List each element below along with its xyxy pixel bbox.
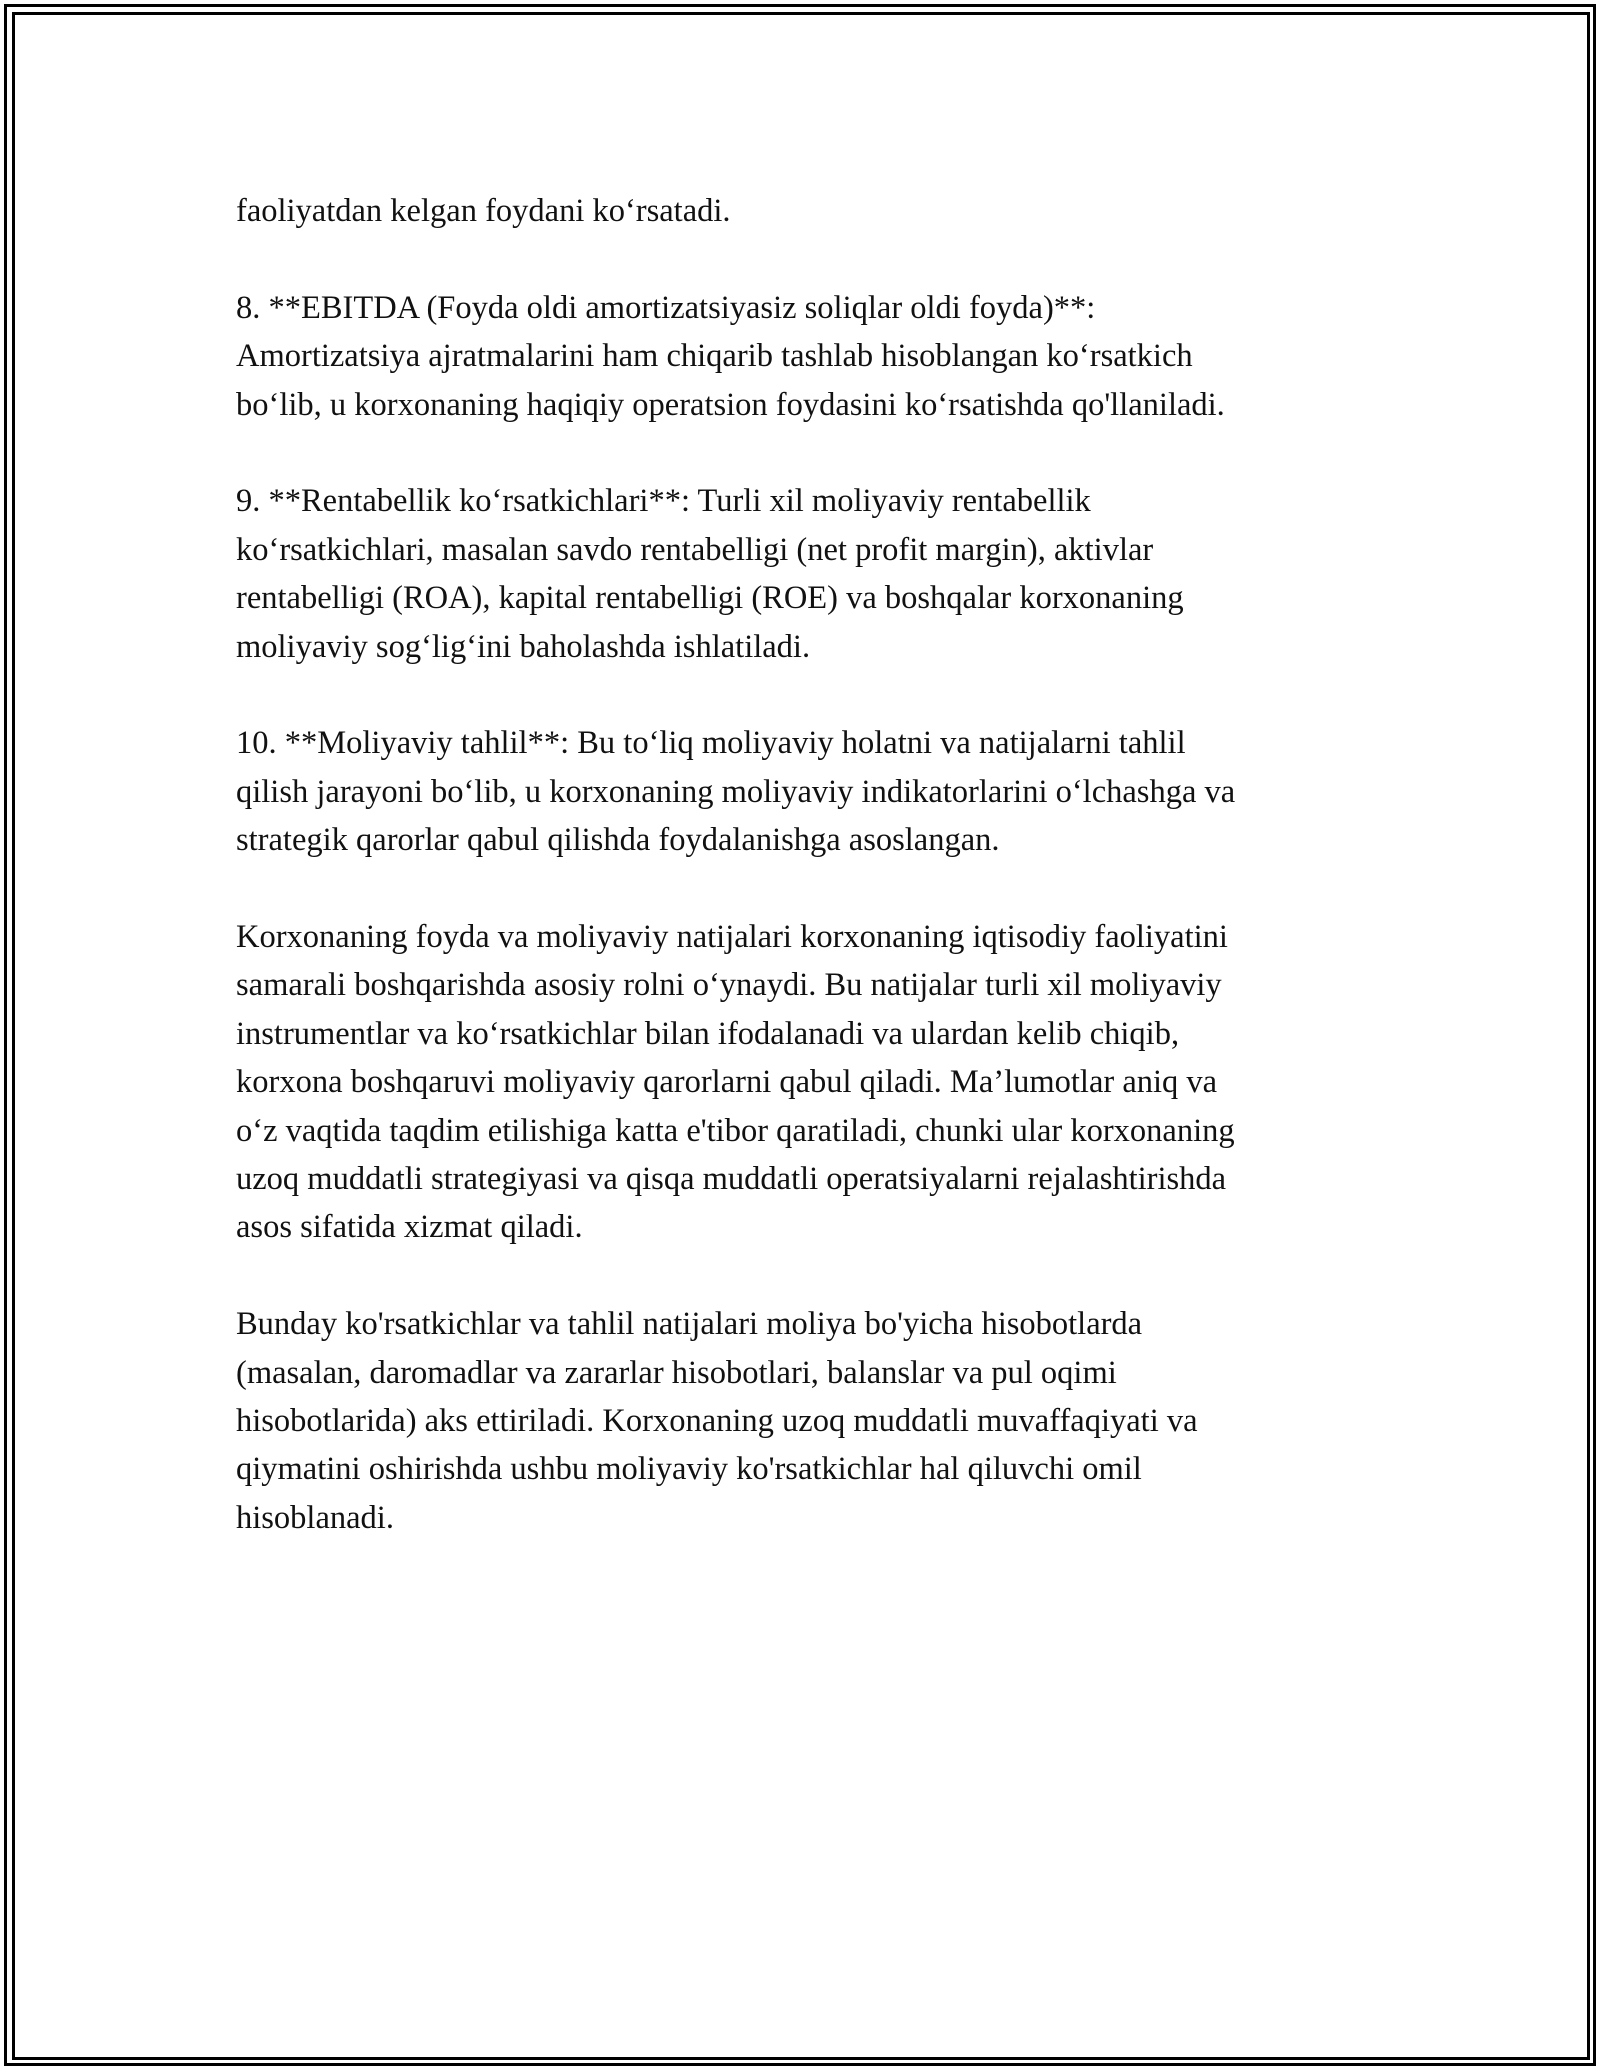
text-line: qilish jarayoni bo‘lib, u korxonaning moliyaviy indikatorlarini o‘lchashga va (236, 773, 1236, 810)
text-line: rentabelligi (ROA), kapital rentabelligi (ROE) va boshqalar korxonaning (236, 580, 1184, 617)
text-line: hisoblanadi. (236, 1499, 394, 1536)
paragraph-item-9-rentabellik (236, 477, 1386, 671)
paragraph-item-8-ebitda (236, 284, 1386, 429)
paragraph-summary (236, 913, 1386, 1252)
text-line: Amortizatsiya ajratmalarini ham chiqarib tashlab hisoblangan ko‘rsatkich (236, 338, 1193, 375)
document-body (236, 187, 1386, 1591)
text-line: (masalan, daromadlar va zararlar hisobotlari, balanslar va pul oqimi (236, 1354, 1117, 1391)
text-line: korxona boshqaruvi moliyaviy qarorlarni qabul qiladi. Ma’lumotlar aniq va (236, 1064, 1218, 1101)
text-line: o‘z vaqtida taqdim etilishiga katta e'tibor qaratiladi, chunki ular korxonaning (236, 1112, 1235, 1149)
paragraph-conclusion (236, 1300, 1386, 1542)
text-line: strategik qarorlar qabul qilishda foydalanishga asoslangan. (236, 822, 1000, 859)
text-line: hisobotlarida) aks ettiriladi. Korxonaning uzoq muddatli muvaffaqiyati va (236, 1403, 1198, 1440)
text-line: Bunday ko'rsatkichlar va tahlil natijalari moliya bo'yicha hisobotlarda (236, 1306, 1143, 1343)
text-line: 10. **Moliyaviy tahlil**: Bu to‘liq moliyaviy holatni va natijalarni tahlil (236, 725, 1186, 762)
text-line: moliyaviy sog‘lig‘ini baholashda ishlatiladi. (236, 628, 811, 665)
text-line: bo‘lib, u korxonaning haqiqiy operatsion foydasini ko‘rsatishda qo'llaniladi. (236, 386, 1225, 423)
text-line: instrumentlar va ko‘rsatkichlar bilan ifodalanadi va ulardan kelib chiqib, (236, 1015, 1180, 1052)
text-line: faoliyatdan kelgan foydani ko‘rsatadi. (236, 193, 731, 229)
text-line: 8. **EBITDA (Foyda oldi amortizatsiyasiz soliqlar oldi foyda)**: (236, 289, 1096, 326)
text-line: samarali boshqarishda asosiy rolni o‘ynaydi. Bu natijalar turli xil moliyaviy (236, 967, 1222, 1004)
text-line: qiymatini oshirishda ushbu moliyaviy ko'rsatkichlar hal qiluvchi omil (236, 1451, 1142, 1488)
text-line: asos sifatida xizmat qiladi. (236, 1209, 583, 1246)
text-line: Korxonaning foyda va moliyaviy natijalari korxonaning iqtisodiy faoliyatini (236, 919, 1228, 956)
paragraph-item-10-moliyaviy-tahlil (236, 719, 1386, 864)
paragraph-continuation (236, 187, 1386, 235)
text-line: 9. **Rentabellik ko‘rsatkichlari**: Turli xil moliyaviy rentabellik (236, 483, 1091, 520)
text-line: ko‘rsatkichlari, masalan savdo rentabelligi (net profit margin), aktivlar (236, 531, 1154, 568)
text-line: uzoq muddatli strategiyasi va qisqa muddatli operatsiyalarni rejalashtirishda (236, 1161, 1227, 1198)
